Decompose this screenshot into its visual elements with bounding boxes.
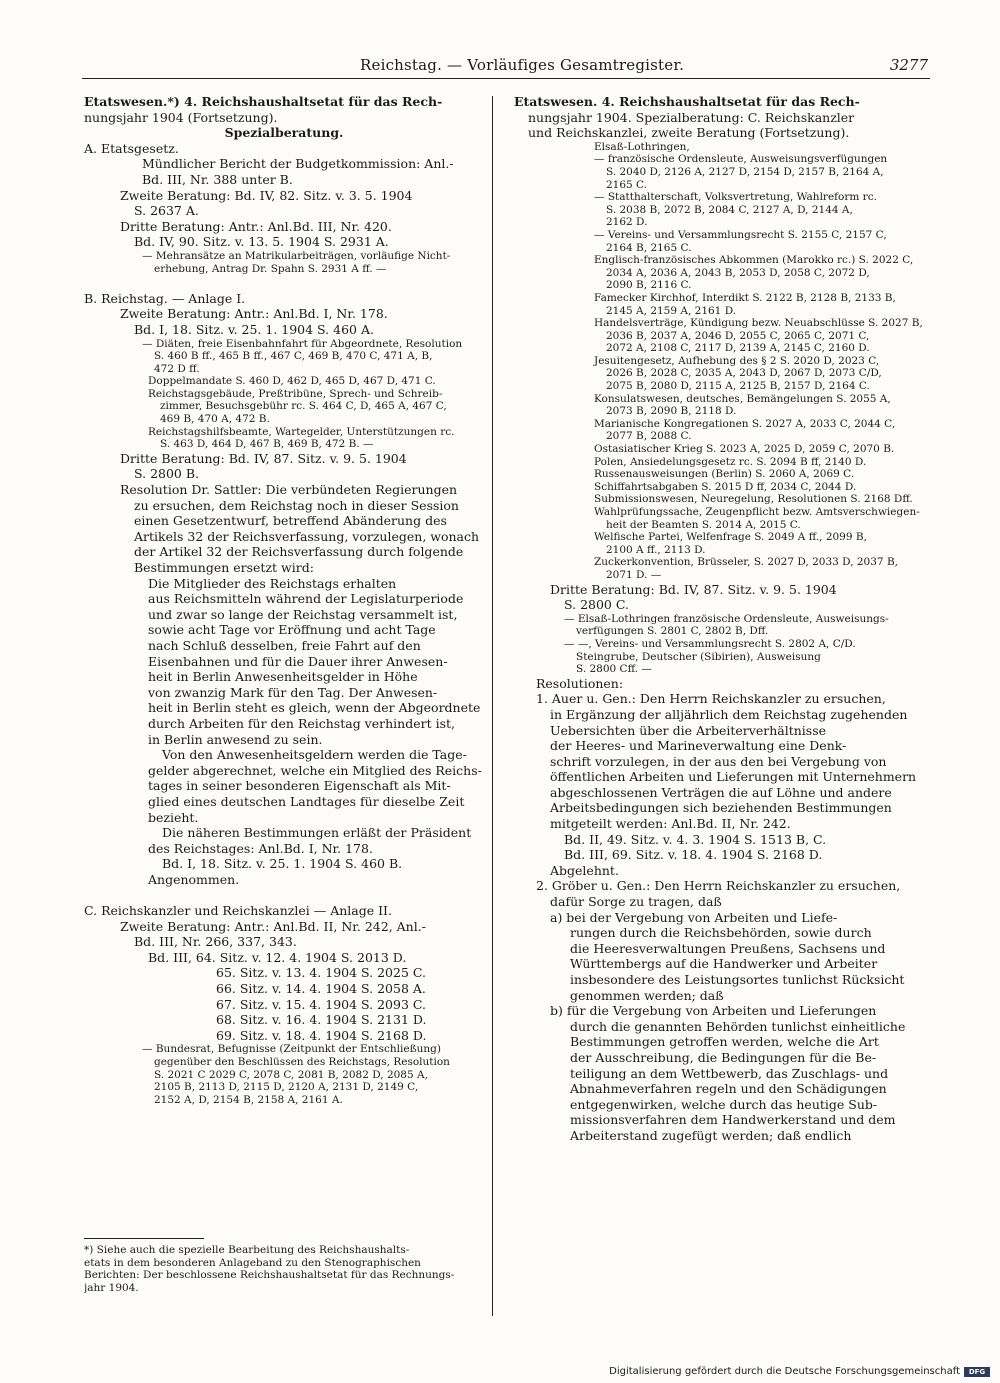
text-line: Eisenbahnen und für die Dauer ihrer Anwesen- <box>148 653 448 669</box>
text-line: Die näheren Bestimmungen erläßt der Präsident <box>162 825 472 841</box>
text-line: mitgeteilt werden: Anl.Bd. II, Nr. 242. <box>550 816 791 832</box>
text-line: heit in Berlin steht es gleich, wenn der Abgeordnete <box>148 700 481 716</box>
footnote-line: etats in dem besonderen Anlageband zu den Stenographischen <box>84 1256 421 1269</box>
text-line: Zweite Beratung: Antr.: Anl.Bd. II, Nr. 242, Anl.- <box>120 918 426 934</box>
text-line: tages in seiner besonderen Eigenschaft als Mit- <box>148 778 451 794</box>
text-line: 67. Sitz. v. 15. 4. 1904 S. 2093 C. <box>216 996 426 1012</box>
text-line: Württembergs auf die Handwerker und Arbeiter <box>570 956 878 972</box>
page-number: 3277 <box>889 56 928 74</box>
text-line: B. Reichstag. — Anlage I. <box>84 290 246 306</box>
text-line: Die Mitglieder des Reichstags erhalten <box>148 575 397 591</box>
text-line: Wahlprüfungssache, Zeugenpflicht bezw. Amtsverschwiegen- <box>594 506 920 518</box>
digitization-text: Digitalisierung gefördert durch die Deutsche Forschungsgemeinschaft <box>609 1366 960 1377</box>
text-line: in Berlin anwesend zu sein. <box>148 731 323 747</box>
text-line: Handelsverträge, Kündigung bezw. Neuabschlüsse S. 2027 B, <box>594 317 923 330</box>
text-line: 68. Sitz. v. 16. 4. 1904 S. 2131 D. <box>216 1012 427 1028</box>
text-line: Resolution Dr. Sattler: Die verbündeten Regierungen <box>120 482 458 498</box>
text-line: Von den Anwesenheitsgeldern werden die Tage- <box>162 747 467 763</box>
text-line: Zuckerkonvention, Brüsseler, S. 2027 D, 2033 D, 2037 B, <box>594 556 898 569</box>
text-line: Submissionswesen, Neuregelung, Resolutionen S. 2168 Dff. <box>594 493 913 506</box>
text-line: gegenüber den Beschlüssen des Reichstags, Resolution <box>154 1056 450 1068</box>
footnote-line: jahr 1904. <box>84 1281 139 1294</box>
text-line: Konsulatswesen, deutsches, Bemängelungen S. 2055 A, <box>594 392 891 405</box>
text-line: 2075 B, 2080 D, 2115 A, 2125 B, 2157 D, 2164 C. <box>606 380 870 393</box>
running-header <box>0 56 1000 74</box>
text-line: C. Reichskanzler und Reichskanzlei — Anlage II. <box>84 903 392 919</box>
text-line: Bd. IV, 90. Sitz. v. 13. 5. 1904 S. 2931 A. <box>134 234 389 250</box>
text-line: Spezialberatung. <box>224 125 344 141</box>
text-line: insbesondere des Leistungsortes tunlichst Rücksicht <box>570 972 905 987</box>
text-line: nungsjahr 1904 (Fortsetzung). <box>84 109 278 125</box>
text-line: Bd. III, 64. Sitz. v. 12. 4. 1904 S. 2013 D. <box>148 949 407 965</box>
text-line: — Mehransätze an Matrikularbeiträgen, vorläufige Nicht- <box>142 249 451 262</box>
text-line: Arbeiterstand zugefügt werden; daß endlich <box>570 1127 852 1143</box>
text-line: zu ersuchen, dem Reichstag noch in dieser Session <box>134 497 459 513</box>
left-column <box>84 94 484 1106</box>
text-line: Jesuitengesetz, Aufhebung des § 2 S. 2020 D, 2023 C, <box>594 354 880 367</box>
text-line: — Diäten, freie Eisenbahnfahrt für Abgeordnete, Resolution <box>142 337 463 350</box>
text-line: 2036 B, 2037 A, 2046 D, 2055 C, 2065 C, 2071 C, <box>606 329 870 342</box>
text-line: Reichstagshilfsbeamte, Wartegelder, Unterstützungen rc. <box>148 425 455 438</box>
text-line: Polen, Ansiedelungsgesetz rc. S. 2094 B ff, 2140 D. <box>594 455 867 468</box>
text-line: 69. Sitz. v. 18. 4. 1904 S. 2168 D. <box>216 1027 427 1043</box>
text-line: S. 2040 D, 2126 A, 2127 D, 2154 D, 2157 B, 2164 A, <box>606 165 884 178</box>
text-line: dafür Sorge zu tragen, daß <box>550 894 722 910</box>
text-line: gelder abgerechnet, welche ein Mitglied des Reichs- <box>148 762 482 778</box>
text-line: 1. Auer u. Gen.: Den Herrn Reichskanzler zu ersuchen, <box>536 691 886 707</box>
text-line: Famecker Kirchhof, Interdikt S. 2122 B, 2128 B, 2133 B, <box>594 291 896 304</box>
text-line: 66. Sitz. v. 14. 4. 1904 S. 2058 A. <box>216 981 426 997</box>
text-line: S. 2800 C. <box>564 597 629 613</box>
text-line: schrift vorzulegen, in der aus den bei Vergebung von <box>550 753 887 769</box>
text-line: sowie acht Tage vor Eröffnung und acht Tage <box>148 622 436 638</box>
text-line: durch Arbeiten für den Reichstag verhindert ist, <box>148 715 455 731</box>
column-divider <box>492 96 493 1316</box>
text-line: Schiffahrtsabgaben S. 2015 D ff, 2034 C, 2044 D. <box>594 480 857 493</box>
text-line: 2090 B, 2116 C. <box>606 279 692 292</box>
text-line: glied eines deutschen Landtages für dieselbe Zeit <box>148 793 465 809</box>
text-line: entgegenwirken, welche durch das heutige Sub- <box>570 1096 878 1112</box>
text-line: 2105 B, 2113 D, 2115 D, 2120 A, 2131 D, 2149 C, <box>154 1081 419 1094</box>
text-line: heit der Beamten S. 2014 A, 2015 C. <box>606 518 801 531</box>
text-line: der Heeres- und Marineverwaltung eine Denk- <box>550 738 847 754</box>
text-line: S. 2800 B. <box>134 466 200 482</box>
text-line: 472 D ff. <box>154 362 200 375</box>
text-line: Abgelehnt. <box>550 862 619 878</box>
text-line: rungen durch die Reichsbehörden, sowie durch <box>570 925 872 941</box>
text-line: Steingrube, Deutscher (Sibirien), Ausweisung <box>576 650 821 663</box>
text-line: S. 460 B ff., 465 B ff., 467 C, 469 B, 470 C, 471 A, B, <box>154 350 433 363</box>
text-line: a) bei der Vergebung von Arbeiten und Liefe- <box>550 909 838 925</box>
text-line: S. 2800 Cff. — <box>576 663 652 676</box>
text-line: Etatswesen.*) 4. Reichshaushaltsetat für das Rech- <box>84 94 443 109</box>
text-line: Resolutionen: <box>536 675 624 691</box>
text-line: verfügungen S. 2801 C, 2802 B, Dff. <box>576 625 769 638</box>
text-line: Bd. III, 69. Sitz. v. 18. 4. 1904 S. 2168 D. <box>564 847 823 863</box>
text-line: b) für die Vergebung von Arbeiten und Lieferungen <box>550 1003 877 1019</box>
text-line: Angenommen. <box>148 871 240 887</box>
text-line: Abnahmeverfahren regeln und den Schädigungen <box>570 1081 887 1097</box>
text-line: aus Reichsmitteln während der Legislaturperiode <box>148 591 464 607</box>
text-line: Mündlicher Bericht der Budgetkommission: Anl.- <box>142 156 454 172</box>
text-line: Zweite Beratung: Antr.: Anl.Bd. I, Nr. 178. <box>120 306 388 322</box>
text-line: 2026 B, 2028 C, 2035 A, 2043 D, 2067 D, 2073 C/D, <box>606 367 882 380</box>
text-line: Elsaß-Lothringen, <box>594 140 690 153</box>
text-line: 2072 A, 2108 C, 2117 D, 2139 A, 2145 C, 2160 D. <box>606 342 870 355</box>
text-line: durch die genannten Behörden tunlichst einheitliche <box>570 1018 906 1034</box>
text-line: Welfische Partei, Welfenfrage S. 2049 A ff., 2099 B, <box>594 531 867 544</box>
text-line: teiligung an dem Wettbewerb, das Zuschlags- und <box>570 1065 889 1081</box>
text-line: öffentlichen Arbeiten und Lieferungen mit Unternehmern <box>550 769 917 785</box>
text-line: Zweite Beratung: Bd. IV, 82. Sitz. v. 3. 5. 1904 <box>120 187 413 203</box>
text-line: zimmer, Besuchsgebühr rc. S. 464 C, D, 465 A, 467 C, <box>160 400 447 413</box>
footnote-rule <box>84 1238 204 1239</box>
text-line: nach Schluß desselben, freie Fahrt auf den <box>148 637 421 653</box>
text-line: Arbeitsbedingungen sich beziehenden Bestimmungen <box>550 800 892 816</box>
text-line: Bd. III, Nr. 266, 337, 343. <box>134 934 297 950</box>
text-line: Reichstagsgebäude, Preßtribüne, Sprech- und Schreib- <box>148 387 443 400</box>
text-line: Russenausweisungen (Berlin) S. 2060 A, 2069 C. <box>594 468 855 481</box>
text-line: 2145 A, 2159 A, 2161 D. <box>606 304 737 317</box>
text-line: — Vereins- und Versammlungsrecht S. 2155 C, 2157 C, <box>594 228 887 241</box>
text-line: von zwanzig Mark für den Tag. Der Anwesen- <box>148 684 438 700</box>
text-line: erhebung, Antrag Dr. Spahn S. 2931 A ff. — <box>154 262 387 275</box>
text-line: 2152 A, D, 2154 B, 2158 A, 2161 A. <box>154 1093 343 1106</box>
text-line: — —, Vereins- und Versammlungsrecht S. 2802 A, C/D. <box>564 637 856 650</box>
text-line: 469 B, 470 A, 472 B. <box>160 413 270 426</box>
text-line: Dritte Beratung: Bd. IV, 87. Sitz. v. 9. 5. 1904 <box>550 581 837 597</box>
text-line: des Reichstages: Anl.Bd. I, Nr. 178. <box>148 840 373 856</box>
text-line: 2. Gröber u. Gen.: Den Herrn Reichskanzler zu ersuchen, <box>536 878 901 894</box>
text-line: genommen werden; daß <box>570 987 724 1003</box>
text-line: Bd. III, Nr. 388 unter B. <box>142 171 293 187</box>
text-line: und Reichskanzlei, zweite Beratung (Fortsetzung). <box>528 125 850 141</box>
text-line: Dritte Beratung: Antr.: Anl.Bd. III, Nr. 420. <box>120 218 392 234</box>
text-line: S. 463 D, 464 D, 467 B, 469 B, 472 B. — <box>160 438 374 451</box>
text-line: bezieht. <box>148 809 199 825</box>
text-line: Bd. II, 49. Sitz. v. 4. 3. 1904 S. 1513 B, C. <box>564 831 827 847</box>
text-line: 2164 B, 2165 C. <box>606 241 692 254</box>
digitization-credit <box>609 1366 990 1377</box>
text-line: Bd. I, 18. Sitz. v. 25. 1. 1904 S. 460 B. <box>162 856 403 872</box>
text-line: Bd. I, 18. Sitz. v. 25. 1. 1904 S. 460 A. <box>134 321 374 337</box>
text-line: der Artikel 32 der Reichsverfassung durch folgende <box>134 544 464 560</box>
text-line <box>84 275 484 291</box>
text-line: missionsverfahren dem Handwerkerstand und dem <box>570 1112 896 1128</box>
text-line: — Statthalterschaft, Volksvertretung, Wahlreform rc. <box>594 191 877 204</box>
footnote <box>84 1244 484 1294</box>
text-line: nungsjahr 1904. Spezialberatung: C. Reichskanzler <box>528 109 855 125</box>
text-line: Artikels 32 der Reichsverfassung, vorzulegen, wonach <box>134 528 480 544</box>
text-line: Bestimmungen ersetzt wird: <box>134 560 314 575</box>
right-column <box>514 94 926 1144</box>
text-line: 2071 D. — <box>606 568 662 581</box>
text-line: in Ergänzung der alljährlich dem Reichstag zugehenden <box>550 706 908 722</box>
header-rule <box>82 78 930 79</box>
footnote-line: *) Siehe auch die spezielle Bearbeitung des Reichshaushalts- <box>84 1244 410 1256</box>
text-line: — französische Ordensleute, Ausweisungsverfügungen <box>594 153 888 166</box>
text-line: Ostasiatischer Krieg S. 2023 A, 2025 D, 2059 C, 2070 B. <box>594 443 895 456</box>
text-line: — Bundesrat, Befugnisse (Zeitpunkt der Entschließung) <box>142 1043 441 1056</box>
text-line <box>84 887 484 903</box>
text-line: 2077 B, 2088 C. <box>606 430 692 443</box>
text-line: 2100 A ff., 2113 D. <box>606 543 706 556</box>
text-line: Marianische Kongregationen S. 2027 A, 2033 C, 2044 C, <box>594 417 896 430</box>
text-line: die Heeresverwaltungen Preußens, Sachsens und <box>570 940 886 956</box>
text-line: S. 2637 A. <box>134 203 199 219</box>
text-line: A. Etatsgesetz. <box>84 140 179 156</box>
dfg-logo-icon: DFG <box>964 1367 990 1377</box>
text-line: Englisch-französisches Abkommen (Marokko rc.) S. 2022 C, <box>594 254 914 267</box>
text-line: Etatswesen. 4. Reichshaushaltsetat für das Rech- <box>514 94 860 109</box>
text-line: 65. Sitz. v. 13. 4. 1904 S. 2025 C. <box>216 965 426 981</box>
text-line: heit in Berlin Anwesenheitsgelder in Höhe <box>148 669 418 685</box>
header-title: Reichstag. — Vorläufiges Gesamtregister. <box>360 56 685 74</box>
text-line: Uebersichten über die Arbeiterverhältnisse <box>550 722 827 738</box>
text-line: und zwar so lange der Reichstag versammelt ist, <box>148 606 458 622</box>
text-line: Bestimmungen getroffen werden, welche die Art <box>570 1034 879 1050</box>
text-line: 2073 B, 2090 B, 2118 D. <box>606 405 737 418</box>
text-line: 2034 A, 2036 A, 2043 B, 2053 D, 2058 C, 2072 D, <box>606 266 870 279</box>
text-line: S. 2038 B, 2072 B, 2084 C, 2127 A, D, 2144 A, <box>606 203 853 216</box>
text-line: Dritte Beratung: Bd. IV, 87. Sitz. v. 9. 5. 1904 <box>120 450 407 466</box>
text-line: Doppelmandate S. 460 D, 462 D, 465 D, 467 D, 471 C. <box>148 375 436 388</box>
text-line: abgeschlossenen Verträgen die auf Löhne und andere <box>550 784 892 800</box>
text-line: S. 2021 C 2029 C, 2078 C, 2081 B, 2082 D, 2085 A, <box>154 1068 428 1081</box>
text-line: — Elsaß-Lothringen französische Ordensleute, Ausweisungs- <box>564 612 889 625</box>
text-line: der Ausschreibung, die Bedingungen für die Be- <box>570 1049 877 1065</box>
text-line: 2162 D. <box>606 216 648 229</box>
footnote-line: Berichten: Der beschlossene Reichshaushaltsetat für das Rechnungs- <box>84 1269 455 1282</box>
text-line: einen Gesetzentwurf, betreffend Abänderung des <box>134 513 447 529</box>
text-line: 2165 C. <box>606 178 648 191</box>
